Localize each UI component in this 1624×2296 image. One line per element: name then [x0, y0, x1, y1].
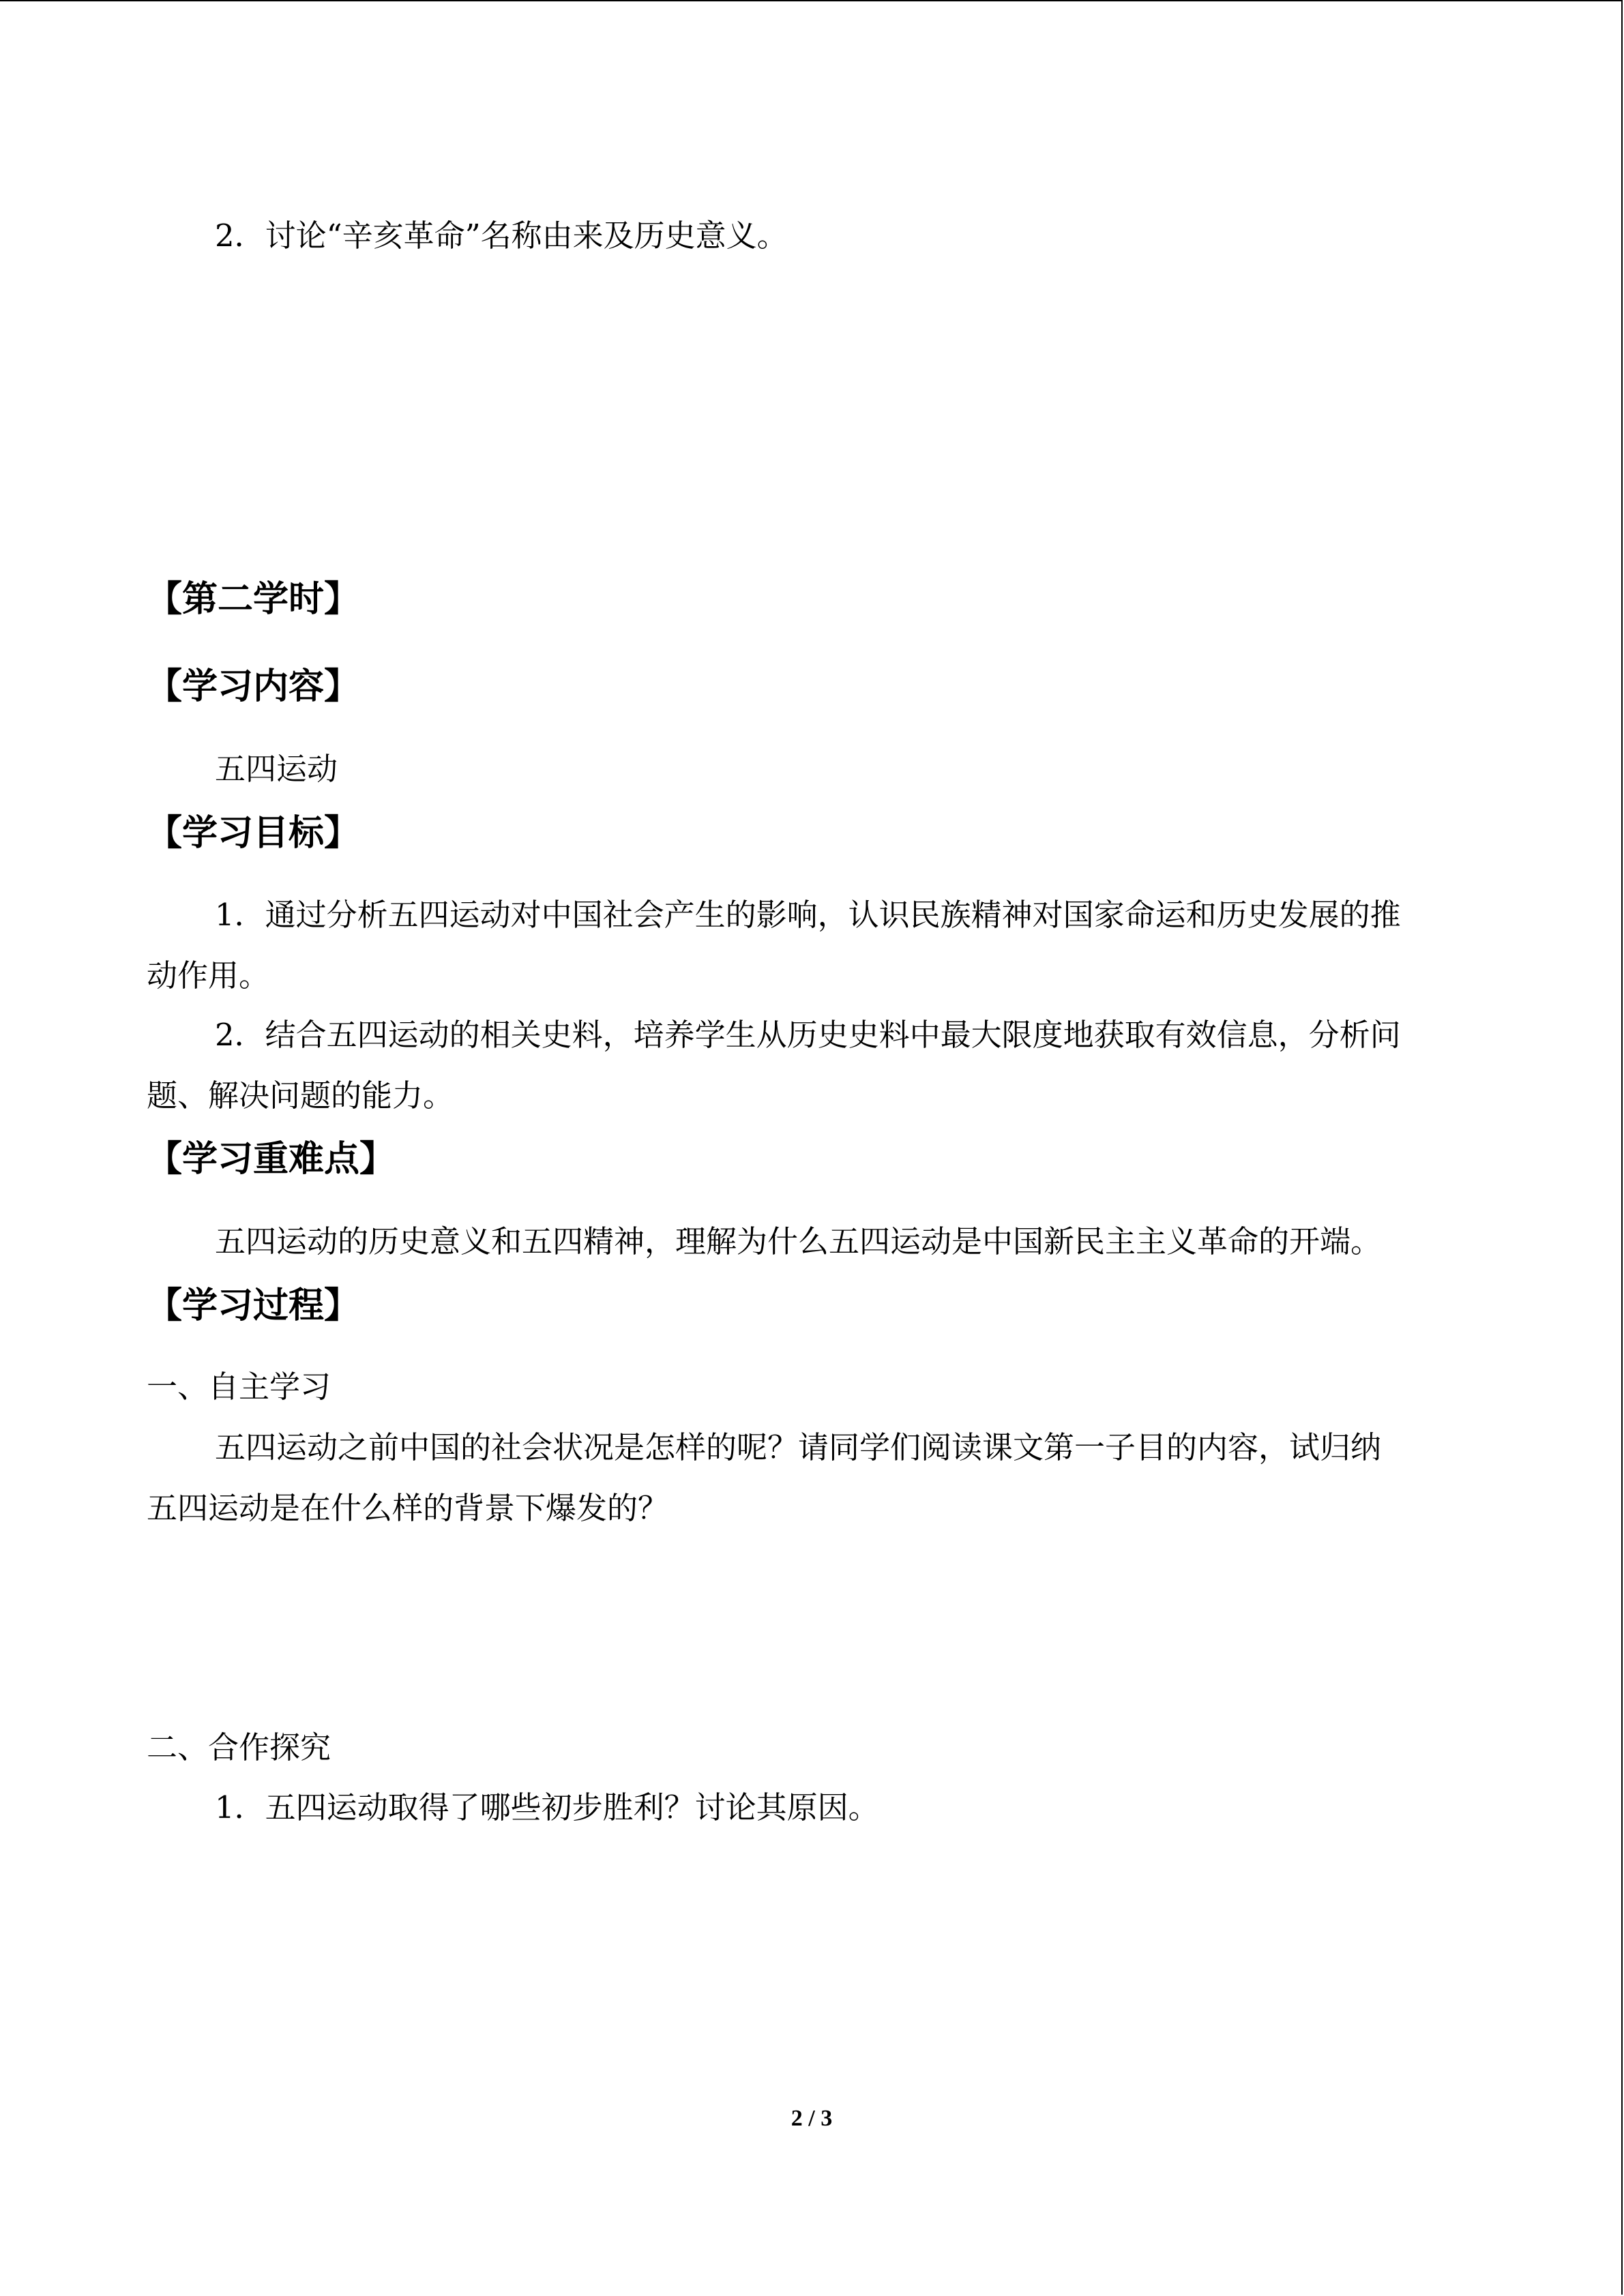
objective-1-line-1: 1．通过分析五四运动对中国社会产生的影响，认识民族精神对国家命运和历史发展的推: [215, 897, 1401, 933]
learning-objectives-heading: 【学习目标】: [147, 813, 360, 854]
self-study-line-2: 五四运动是在什么样的背景下爆发的？: [147, 1490, 669, 1526]
learning-process-heading: 【学习过程】: [147, 1285, 360, 1326]
self-study-line-1: 五四运动之前中国的社会状况是怎样的呢？请同学们阅读课文第一子目的内容，试归纳: [215, 1429, 1382, 1465]
learning-content-heading: 【学习内容】: [147, 666, 360, 707]
cooperative-inquiry-title: 二、合作探究: [147, 1729, 331, 1765]
key-points-heading: 【学习重难点】: [147, 1139, 396, 1180]
key-points-text: 五四运动的历史意义和五四精神，理解为什么五四运动是中国新民主主义革命的开端。: [215, 1223, 1382, 1259]
discussion-item-2: 2．讨论“辛亥革命”名称由来及历史意义。: [215, 218, 788, 254]
cooperative-item-1: 1．五四运动取得了哪些初步胜利？讨论其原因。: [215, 1789, 879, 1825]
objective-2-line-2: 题、解决问题的能力。: [147, 1077, 454, 1114]
self-study-title: 一、自主学习: [147, 1369, 331, 1405]
second-period-heading: 【第二学时】: [147, 579, 360, 620]
page-number: 2 / 3: [791, 2106, 833, 2131]
objective-2-line-1: 2．结合五四运动的相关史料，培养学生从历史史料中最大限度地获取有效信息，分析问: [215, 1017, 1401, 1053]
objective-1-line-2: 动作用。: [147, 957, 270, 994]
learning-content-text: 五四运动: [215, 751, 338, 787]
